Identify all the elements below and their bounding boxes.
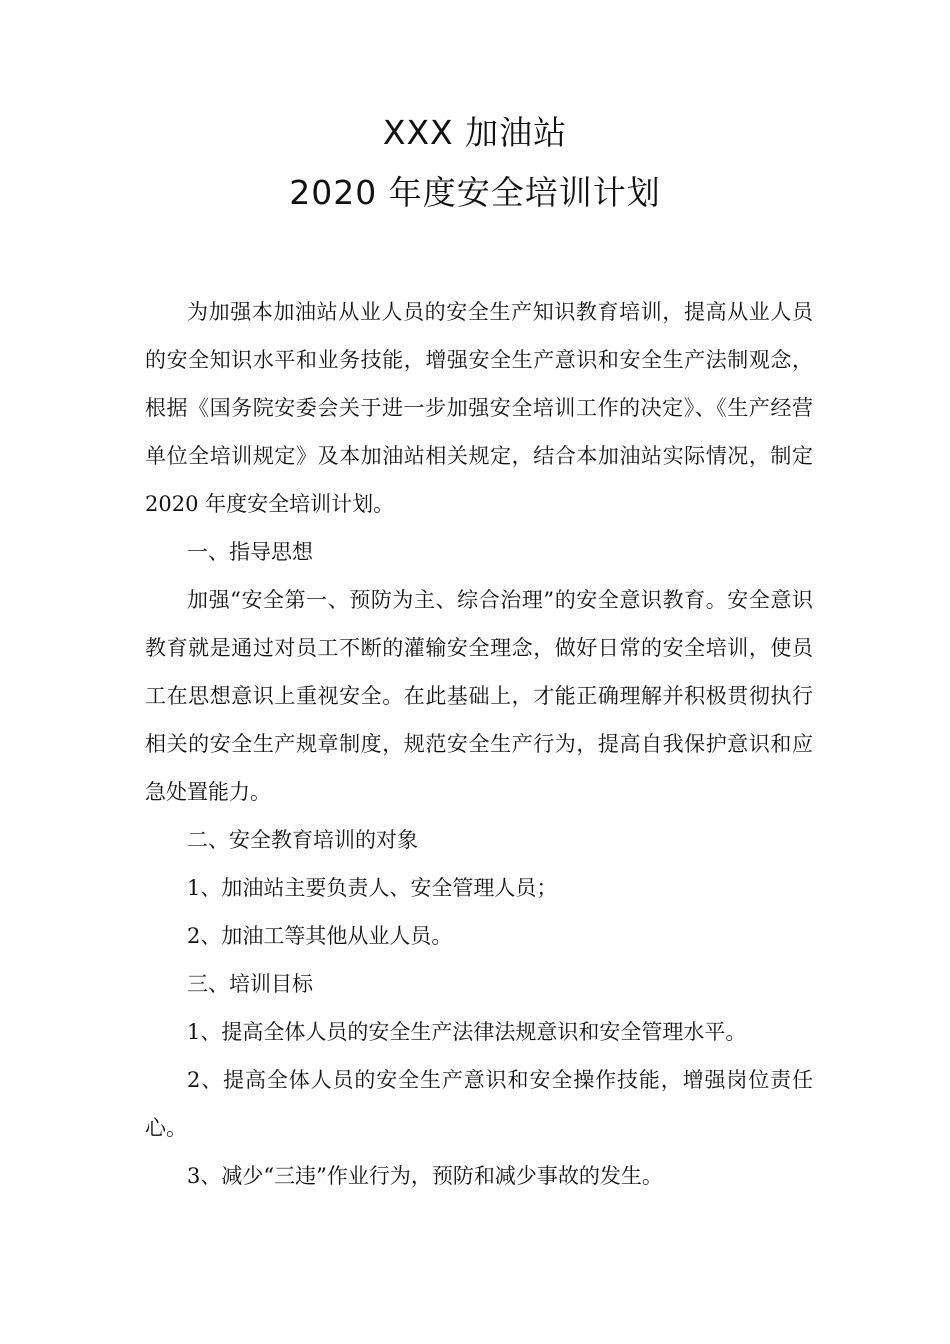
guiding-ideology-paragraph: 加强“安全第一、预防为主、综合治理”的安全意识教育。安全意识教育就是通过对员工不断的灌输安全理念，做好日常的安全培训，使员工在思想意识上重视安全。在此基础上，才能正确理解并积极贯彻执行相关的安全生产规章制度，规范安全生产行为，提高自我保护意识和应急处置能力。 — [145, 588, 813, 804]
document-title: XXX 加油站 — [382, 113, 568, 152]
list-item: 3、减少“三违”作业行为，预防和减少事故的发生。 — [187, 1164, 663, 1188]
document-subtitle: 2020 年度安全培训计划 — [289, 173, 661, 212]
document-body — [145, 288, 813, 1200]
section-heading-guiding-ideology: 一、指导思想 — [187, 540, 313, 564]
list-item: 2、提高全体人员的安全生产意识和安全操作技能，增强岗位责任心。 — [145, 1068, 813, 1140]
list-item: 1、提高全体人员的安全生产法律法规意识和安全管理水平。 — [187, 1020, 747, 1044]
intro-paragraph: 为加强本加油站从业人员的安全生产知识教育培训，提高从业人员的安全知识水平和业务技能，增强安全生产意识和安全生产法制观念，根据《国务院安委会关于进一步加强安全培训工作的决定》、《生产经营单位全培训规定》及本加油站相关规定，结合本加油站实际情况，制定 2020 年度安全培训计划。 — [145, 300, 813, 516]
list-item: 2、加油工等其他从业人员。 — [187, 924, 453, 948]
list-item: 1、加油站主要负责人、安全管理人员； — [187, 876, 558, 900]
section-heading-training-targets: 二、安全教育培训的对象 — [187, 828, 418, 852]
section-heading-training-goals: 三、培训目标 — [187, 972, 313, 996]
